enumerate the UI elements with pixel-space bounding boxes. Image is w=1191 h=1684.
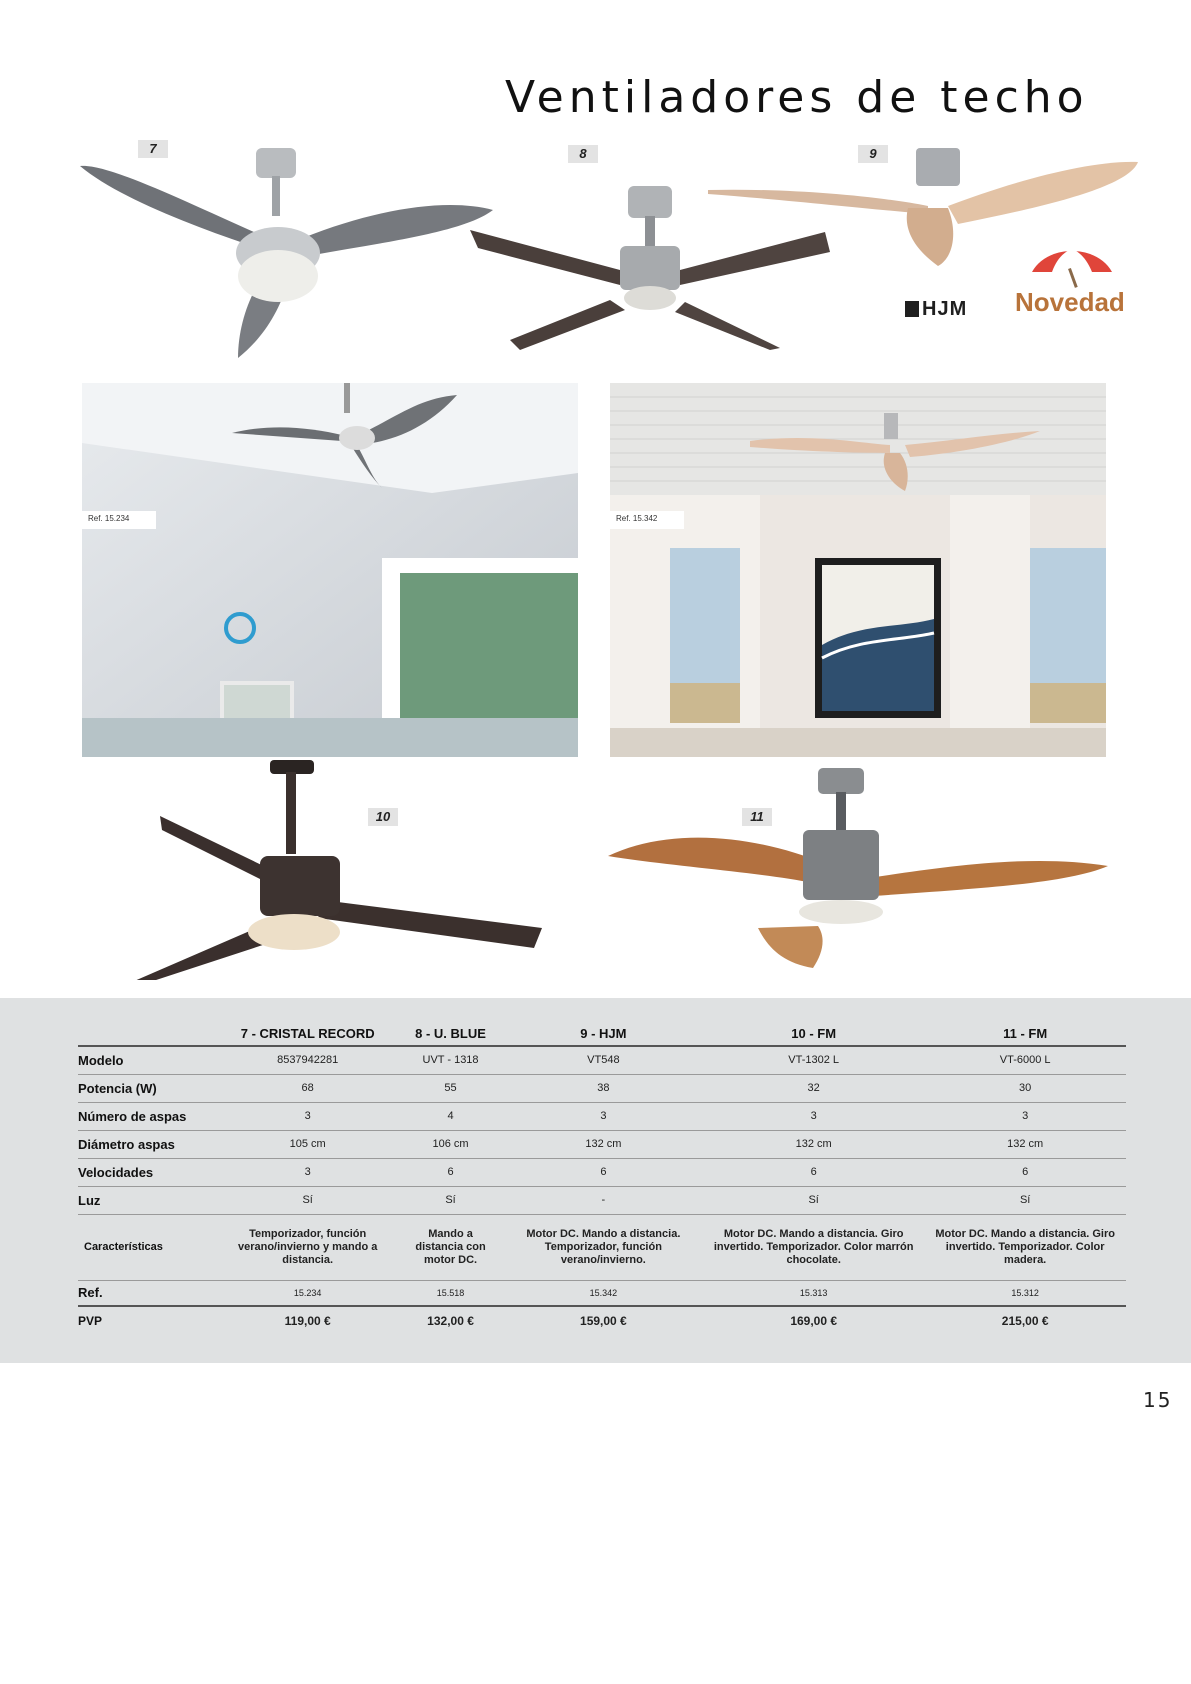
table-header: 10 - FM: [703, 1020, 924, 1046]
table-row: [78, 1130, 1126, 1158]
table-cell: VT548: [504, 1046, 703, 1074]
table-cell: 132 cm: [504, 1130, 703, 1158]
table-cell: Sí: [703, 1186, 924, 1214]
table-cell: 3: [218, 1102, 397, 1130]
room-photo-left: [82, 383, 578, 757]
brand-logo-text: HJM: [922, 298, 968, 320]
price-cell: 169,00 €: [790, 1313, 838, 1328]
product-image-fan-10: [122, 760, 542, 980]
specifications-table: [78, 1020, 1126, 1334]
product-number-badge: 7: [138, 140, 168, 158]
table-cell: -: [504, 1186, 703, 1214]
row-label: Velocidades: [78, 1158, 218, 1186]
product-image-fan-11: [608, 768, 1108, 968]
table-header-empty: [78, 1020, 218, 1046]
table-header: 8 - U. BLUE: [397, 1020, 503, 1046]
table-cell: 6: [504, 1158, 703, 1186]
table-cell: 32: [703, 1074, 924, 1102]
table-cell: 8537942281: [218, 1046, 397, 1074]
row-label: Modelo: [78, 1046, 218, 1074]
table-cell: Temporizador, función verano/invierno y mando a distancia.: [218, 1214, 397, 1280]
table-cell: 4: [397, 1102, 503, 1130]
table-cell: 55: [397, 1074, 503, 1102]
price-cell: 119,00 €: [284, 1313, 331, 1328]
table-cell: 6: [397, 1158, 503, 1186]
table-header: 9 - HJM: [504, 1020, 703, 1046]
row-label: Potencia (W): [78, 1074, 218, 1102]
table-row: [78, 1186, 1126, 1214]
table-cell: 15.234: [218, 1280, 397, 1306]
table-cell: Mando a distancia con motor DC.: [397, 1214, 503, 1280]
table-cell: VT-6000 L: [924, 1046, 1126, 1074]
room-photo-right: [610, 383, 1106, 757]
table-cell: 3: [703, 1102, 924, 1130]
product-number-badge: 8: [568, 145, 598, 163]
brand-logo-icon: [905, 301, 919, 317]
page-number: 15: [1143, 1388, 1173, 1412]
price-cell: 159,00 €: [580, 1313, 627, 1328]
price-cell: 132,00 €: [427, 1313, 474, 1328]
table-cell: 3: [218, 1158, 397, 1186]
page-title: Ventiladores de techo: [505, 72, 1089, 123]
table-cell: 68: [218, 1074, 397, 1102]
table-cell: UVT - 1318: [397, 1046, 503, 1074]
row-label: Número de aspas: [78, 1102, 218, 1130]
table-header: 7 - CRISTAL RECORD: [218, 1020, 397, 1046]
table-cell: 132 cm: [703, 1130, 924, 1158]
product-number-badge: 9: [858, 145, 888, 163]
table-row-ref: [78, 1280, 1126, 1306]
row-label: Características: [78, 1214, 218, 1280]
table-cell: 15.518: [397, 1280, 503, 1306]
table-cell: VT-1302 L: [703, 1046, 924, 1074]
product-image-fan-7: [78, 148, 498, 358]
table-cell: 106 cm: [397, 1130, 503, 1158]
novedad-label: Novedad: [1015, 287, 1125, 317]
table-header-row: [78, 1020, 1126, 1046]
table-cell: 30: [924, 1074, 1126, 1102]
product-number-badge: 11: [742, 808, 772, 826]
photo-ref-tag: Ref. 15.342: [610, 511, 684, 529]
table-row: [78, 1158, 1126, 1186]
table-row: [78, 1102, 1126, 1130]
table-cell: Motor DC. Mando a distancia. Temporizador, función verano/invierno.: [504, 1214, 703, 1280]
row-label: Luz: [78, 1186, 218, 1214]
table-cell: 15.313: [703, 1280, 924, 1306]
table-row: [78, 1046, 1126, 1074]
table-row-features: [78, 1214, 1126, 1280]
brand-logo: [905, 298, 967, 321]
table-cell: 3: [504, 1102, 703, 1130]
table-cell: Sí: [397, 1186, 503, 1214]
table-cell: Sí: [924, 1186, 1126, 1214]
table-cell: Motor DC. Mando a distancia. Giro invertido. Temporizador. Color marrón chocolate.: [703, 1214, 924, 1280]
table-cell: 15.312: [924, 1280, 1126, 1306]
table-cell: 15.342: [504, 1280, 703, 1306]
table-row: [78, 1074, 1126, 1102]
table-cell: 6: [703, 1158, 924, 1186]
row-label: Ref.: [78, 1280, 218, 1306]
price-cell: 215,00 €: [1001, 1313, 1049, 1328]
table-cell: 132 cm: [924, 1130, 1126, 1158]
table-cell: 38: [504, 1074, 703, 1102]
table-cell: 105 cm: [218, 1130, 397, 1158]
table-header: 11 - FM: [924, 1020, 1126, 1046]
table-row-pvp: [78, 1306, 1126, 1334]
table-cell: Sí: [218, 1186, 397, 1214]
table-cell: 3: [924, 1102, 1126, 1130]
photo-ref-tag: Ref. 15.234: [82, 511, 156, 529]
product-number-badge: 10: [368, 808, 398, 826]
row-label: Diámetro aspas: [78, 1130, 218, 1158]
table-cell: 6: [924, 1158, 1126, 1186]
row-label: PVP: [78, 1313, 103, 1328]
table-cell: Motor DC. Mando a distancia. Giro invertido. Temporizador. Color madera.: [924, 1214, 1126, 1280]
